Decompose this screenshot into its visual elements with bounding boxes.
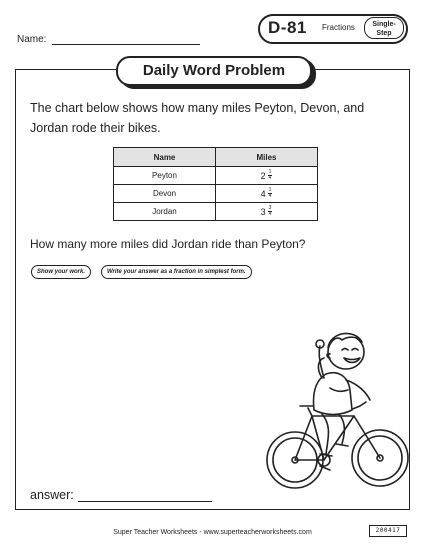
header-name: Name [114, 148, 216, 167]
row-miles [216, 203, 318, 221]
whole-part: 2 [260, 170, 266, 181]
denominator: 4 [268, 175, 272, 181]
mixed-number [261, 206, 273, 217]
row-name: Jordan [114, 203, 216, 221]
answer-line[interactable] [78, 501, 212, 502]
row-name: Devon [114, 185, 216, 203]
problem-type-badge [364, 17, 404, 39]
page-title: Daily Word Problem [116, 56, 312, 86]
mixed-number [261, 170, 273, 181]
topic-label: Fractions [322, 23, 355, 32]
simplest-form-tag: Write your answer as a fraction in simplest form. [101, 265, 252, 279]
footer-code: 200417 [369, 525, 407, 537]
whole-part: 4 [260, 188, 266, 199]
show-work-tag: Show your work. [31, 265, 91, 279]
problem-type-line1: Single- [372, 21, 396, 28]
answer-label: answer: [30, 488, 74, 502]
footer-text: Super Teacher Worksheets - www.superteacherworksheets.com [113, 529, 312, 536]
boy-on-bike-illustration [262, 318, 410, 498]
row-miles [216, 167, 318, 185]
miles-table [113, 147, 318, 221]
fraction-part [268, 170, 273, 181]
denominator: 4 [268, 211, 272, 217]
table-header-row [114, 148, 318, 167]
table-row [114, 185, 318, 203]
whole-part: 3 [260, 206, 266, 217]
numerator: 3 [268, 205, 272, 211]
worksheet-code: D-81 [268, 18, 307, 37]
fraction-part [268, 206, 273, 217]
name-label: Name: [17, 34, 47, 45]
numerator: 1 [268, 187, 272, 193]
mixed-number [261, 188, 273, 199]
row-miles [216, 185, 318, 203]
table-row [114, 167, 318, 185]
row-name: Peyton [114, 167, 216, 185]
intro-text: The chart below shows how many miles Peyton, Devon, and Jordan rode their bikes. [30, 101, 365, 135]
name-line [52, 44, 200, 45]
fraction-part [268, 188, 273, 199]
header-miles: Miles [216, 148, 318, 167]
question-text: How many more miles did Jordan ride than Peyton? [30, 237, 306, 251]
denominator: 4 [268, 193, 272, 199]
table-row [114, 203, 318, 221]
numerator: 1 [268, 169, 272, 175]
problem-type-line2: Step [376, 30, 392, 37]
